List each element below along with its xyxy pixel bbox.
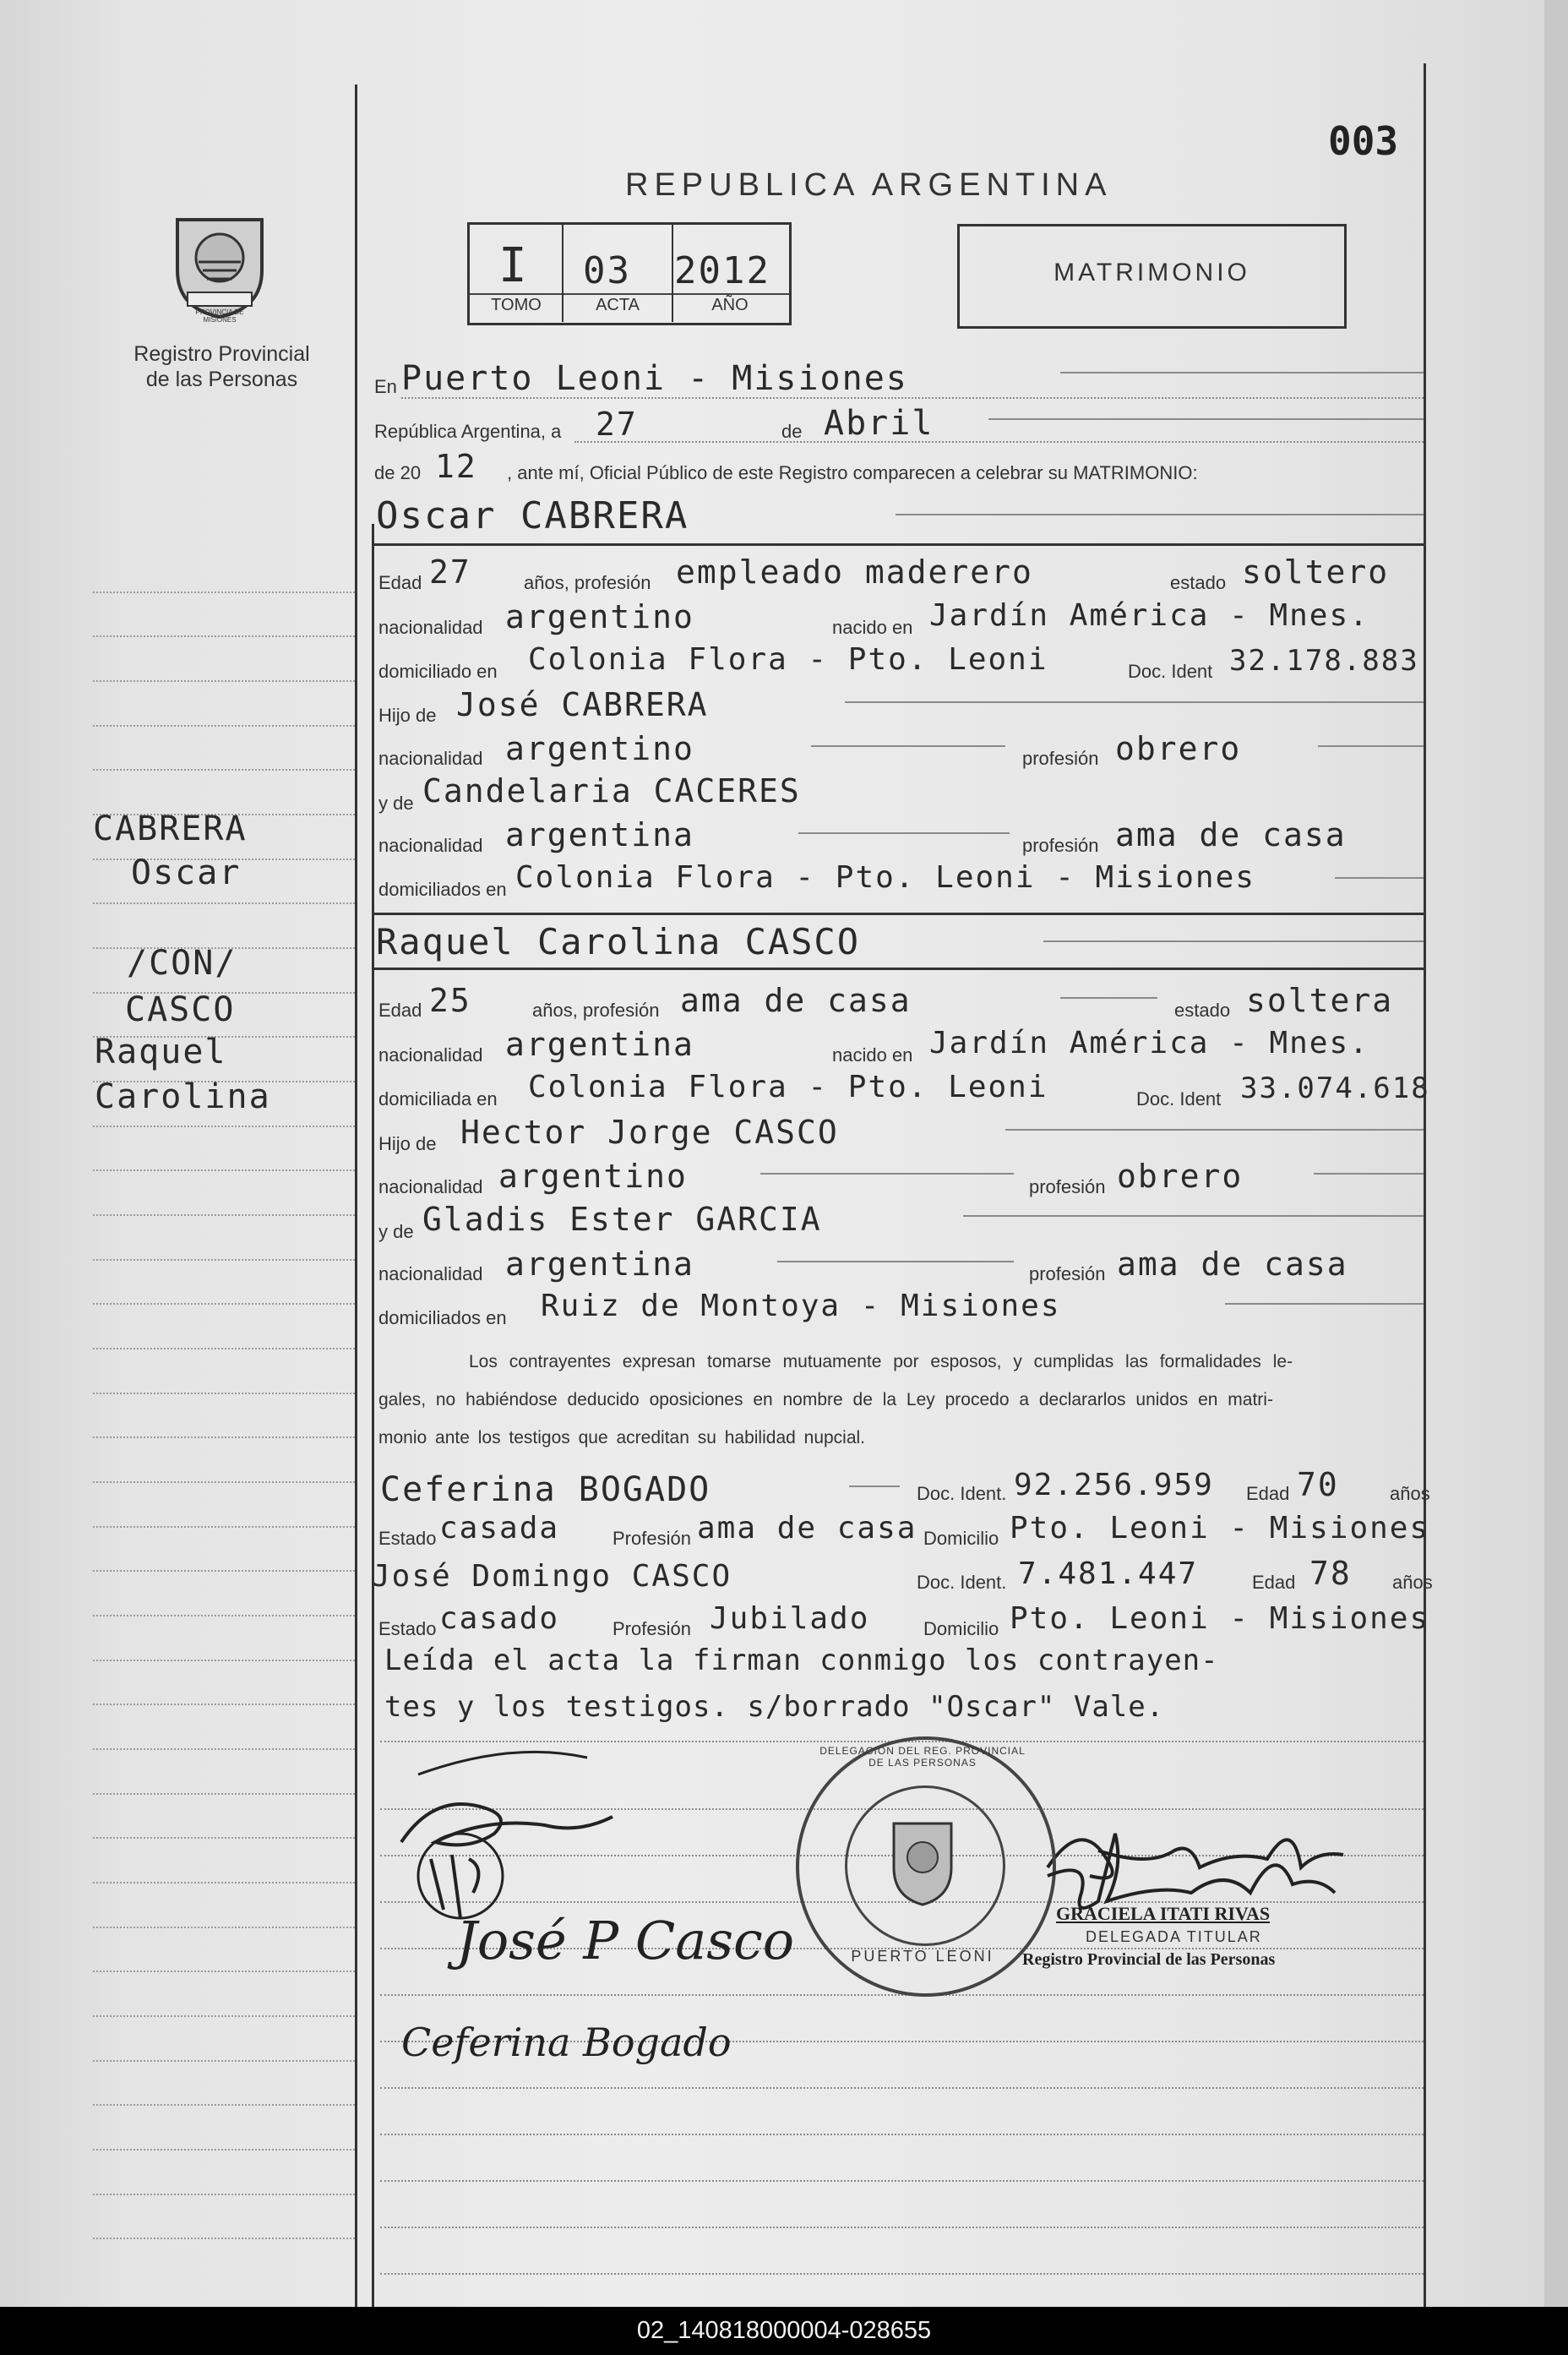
groom-yde-label: y de (378, 793, 414, 814)
bride-nacido-label: nacido en (832, 1044, 913, 1066)
fill-line (380, 2227, 1424, 2228)
margin-line (93, 1169, 355, 1171)
margin-line (93, 2015, 355, 2017)
margin-note-line: CASCO (125, 990, 236, 1029)
margin-line (93, 635, 355, 637)
bride-m-nac-label: nacionalidad (378, 1263, 483, 1284)
ano-label: AÑO (711, 296, 749, 314)
bride-doc: 33.074.618 (1240, 1071, 1430, 1105)
margin-line (93, 2104, 355, 2106)
bride-father: Hector Jorge CASCO (460, 1114, 839, 1151)
bride-doms-label: domiciliados en (378, 1307, 507, 1328)
declaration-line-3: monio ante los testigos que acreditan su habilidad nupcial. (378, 1428, 866, 1447)
groom-father-nationality: argentino (505, 730, 694, 767)
fill-line (1318, 745, 1424, 747)
margin-line (93, 1748, 355, 1750)
closing-line-2: tes y los testigos. s/borrado "Oscar" Vale. (384, 1690, 1165, 1724)
groom-dom-label: domiciliado en (378, 661, 498, 682)
section-divider (372, 913, 1426, 915)
witness2-age: 78 (1309, 1555, 1352, 1592)
margin-line (93, 1660, 355, 1661)
de-label: de (781, 421, 803, 442)
groom-mother-profession: ama de casa (1115, 816, 1347, 853)
margin-line (93, 1570, 355, 1572)
witness2-profession: Jubilado (710, 1601, 870, 1636)
witness1-doc-label: Doc. Ident. (917, 1483, 1007, 1504)
fill-line (988, 418, 1424, 420)
groom-estado: soltero (1242, 553, 1390, 591)
bride-f-prof-label: profesión (1029, 1176, 1106, 1197)
groom-profession: empleado maderero (676, 553, 1033, 591)
groom-nationality: argentino (505, 598, 694, 635)
fill-line (574, 441, 1424, 443)
witness2-name: José Domingo CASCO (372, 1559, 732, 1594)
groom-name: Oscar CABRERA (376, 494, 689, 537)
bride-anos-prof-label: años, profesión (532, 1000, 660, 1021)
witness1-name: Ceferina BOGADO (380, 1470, 711, 1509)
bride-address: Colonia Flora - Pto. Leoni (528, 1070, 1048, 1104)
groom-doc-label: Doc. Ident (1128, 661, 1213, 682)
groom-mother-nationality: argentina (505, 816, 694, 853)
margin-line (93, 1971, 355, 1972)
fill-line (401, 397, 1424, 399)
groom-signature (384, 1741, 638, 1927)
margin-line (93, 1481, 355, 1483)
fill-line (1335, 877, 1424, 879)
groom-father-profession: obrero (1115, 730, 1242, 767)
witness1-estado-label: Estado (378, 1528, 437, 1549)
fill-line (849, 1486, 900, 1487)
stamp-emblem-icon (887, 1817, 958, 1910)
fill-line (798, 832, 1010, 834)
bride-birthplace: Jardín América - Mnes. (929, 1026, 1369, 1060)
tomo-label: TOMO (491, 296, 542, 314)
groom-parents-address: Colonia Flora - Pto. Leoni - Misiones (515, 860, 1255, 895)
margin-line (93, 1303, 355, 1305)
en-label: En (374, 376, 397, 397)
bride-estado: soltera (1246, 982, 1394, 1019)
year-prefix: de 20 (374, 462, 422, 483)
section-divider (372, 968, 1426, 970)
bride-doc-label: Doc. Ident (1136, 1088, 1222, 1109)
margin-line (93, 1126, 355, 1127)
stamp-text: DELEGACION DEL REG. PROVINCIAL DE LAS PERSONAS (819, 1745, 1026, 1769)
section-divider (372, 543, 1426, 546)
margin-line (93, 2060, 355, 2062)
fill-line (845, 701, 1424, 703)
bride-age: 25 (429, 982, 471, 1019)
agency-name-1: Registro Provincial (133, 342, 310, 366)
margin-line (93, 1882, 355, 1883)
witness2-signature: José P Casco (456, 1910, 795, 1971)
fill-line (1225, 1303, 1424, 1305)
groom-f-nac-label: nacionalidad (378, 748, 483, 769)
fill-line (963, 1215, 1424, 1217)
groom-m-nac-label: nacionalidad (378, 835, 483, 856)
bride-mother: Gladis Ester GARCIA (422, 1201, 822, 1238)
agency-seal-text: PROVINCIA DE MISIONES (195, 308, 244, 324)
groom-nacido-label: nacido en (832, 617, 913, 638)
margin-line (93, 2194, 355, 2195)
bride-edad-label: Edad (378, 1000, 422, 1021)
margin-line (93, 1927, 355, 1928)
witness2-estado: casado (439, 1601, 560, 1636)
margin-line (93, 1704, 355, 1705)
margin-line (93, 680, 355, 682)
agency-name-2: de las Personas (145, 368, 298, 391)
witness2-anos-label: años (1392, 1572, 1433, 1593)
margin-line (93, 2149, 355, 2151)
margin-note-line: Oscar (131, 853, 242, 892)
bride-m-prof-label: profesión (1029, 1263, 1106, 1284)
groom-anos-prof-label: años, profesión (524, 572, 651, 593)
witness1-prof-label: Profesión (612, 1528, 691, 1549)
declaration-line-1: Los contrayentes expresan tomarse mutuamente por esposos, y cumplidas las formalidades le- (469, 1352, 1293, 1371)
bride-nationality: argentina (505, 1026, 694, 1063)
witness1-age: 70 (1297, 1466, 1339, 1503)
record-type: MATRIMONIO (1054, 259, 1250, 286)
fill-line (777, 1261, 1014, 1262)
witness1-anos-label: años (1390, 1483, 1430, 1504)
margin-line (93, 902, 355, 904)
republica-label: República Argentina, a (374, 421, 562, 442)
fill-line (380, 2087, 1424, 2089)
groom-mother: Candelaria CACERES (422, 772, 801, 810)
margin-line (93, 1348, 355, 1349)
register-divider (470, 293, 789, 295)
acta-label: ACTA (596, 296, 640, 314)
groom-f-prof-label: profesión (1022, 748, 1099, 769)
witness1-doc: 92.256.959 (1014, 1468, 1214, 1502)
fill-line (1060, 372, 1424, 373)
witness2-prof-label: Profesión (612, 1618, 691, 1639)
witness2-dom-label: Domicilio (923, 1618, 999, 1639)
fill-line (380, 2134, 1424, 2135)
ceremony-place: Puerto Leoni - Misiones (401, 359, 908, 398)
fill-line (760, 1173, 1014, 1175)
margin-line (93, 1259, 355, 1261)
margin-note-line: Carolina (95, 1077, 271, 1116)
witness2-doc-label: Doc. Ident. (917, 1572, 1007, 1593)
groom-age: 27 (429, 553, 471, 591)
fill-line (1314, 1173, 1424, 1175)
margin-line (93, 1793, 355, 1795)
fill-line (811, 745, 1005, 747)
witness2-address: Pto. Leoni - Misiones (1010, 1601, 1430, 1636)
margin-line (93, 1393, 355, 1394)
witness1-dom-label: Domicilio (923, 1528, 999, 1549)
fill-line (380, 2180, 1424, 2182)
official-title: DELEGADA TITULAR (1086, 1928, 1262, 1945)
page-number: 003 (1328, 118, 1399, 164)
witness2-estado-label: Estado (378, 1618, 437, 1639)
fill-line (1060, 997, 1157, 999)
day: 27 (596, 406, 638, 443)
groom-m-prof-label: profesión (1022, 835, 1099, 856)
bride-yde-label: y de (378, 1221, 414, 1242)
margin-line (93, 769, 355, 771)
fill-line (1005, 1129, 1424, 1131)
closing-line-1: Leída el acta la firman conmigo los contrayen- (384, 1644, 1219, 1677)
groom-hijo-label: Hijo de (378, 705, 437, 726)
bride-estado-label: estado (1174, 1000, 1231, 1021)
scan-id-footer: 02_140818000004-028655 (0, 2307, 1568, 2355)
margin-line (93, 1615, 355, 1616)
bride-mother-nationality: argentina (505, 1246, 694, 1283)
groom-nac-label: nacionalidad (378, 617, 483, 638)
groom-doc: 32.178.883 (1229, 644, 1419, 678)
fill-line (1043, 940, 1424, 942)
margin-line (93, 1837, 355, 1839)
ano-value: 2012 (674, 249, 770, 292)
witness2-edad-label: Edad (1252, 1572, 1296, 1593)
witness1-signature: Ceferina Bogado (401, 2020, 732, 2065)
witness1-address: Pto. Leoni - Misiones (1010, 1511, 1430, 1545)
margin-note-line: /CON/ (127, 944, 237, 983)
groom-estado-label: estado (1170, 572, 1227, 593)
margin-line (93, 591, 355, 593)
bride-profession: ama de casa (680, 982, 912, 1019)
country-heading: REPUBLICA ARGENTINA (625, 167, 1113, 203)
left-margin-rule (355, 84, 357, 2307)
body-right-rule (1424, 63, 1426, 2307)
witness1-edad-label: Edad (1246, 1483, 1290, 1504)
margin-line (93, 2238, 355, 2239)
witness1-profession: ama de casa (697, 1511, 917, 1545)
bride-name: Raquel Carolina CASCO (376, 921, 861, 962)
official-name: GRACIELA ITATI RIVAS (1056, 1903, 1271, 1924)
witness2-doc: 7.481.447 (1018, 1556, 1199, 1591)
bride-dom-label: domiciliada en (378, 1088, 498, 1109)
margin-line (93, 1436, 355, 1438)
bride-nac-label: nacionalidad (378, 1044, 483, 1066)
year-suffix: 12 (435, 448, 477, 485)
margin-line (93, 1214, 355, 1216)
intro-text: , ante mí, Oficial Público de este Registro comparecen a celebrar su MATRIMONIO: (507, 462, 1198, 483)
bride-mother-profession: ama de casa (1117, 1246, 1348, 1283)
groom-doms-label: domiciliados en (378, 879, 507, 900)
page-edge (1544, 0, 1568, 2307)
misiones-coat-of-arms-icon (169, 211, 270, 321)
tomo-value: I (498, 238, 529, 293)
fill-line (896, 514, 1424, 515)
groom-father: José CABRERA (456, 686, 709, 723)
bride-father-nationality: argentino (498, 1158, 688, 1195)
body-left-rule (372, 524, 374, 2307)
witness1-estado: casada (439, 1511, 560, 1545)
month: Abril (824, 404, 934, 443)
margin-line (93, 1526, 355, 1528)
bride-hijo-label: Hijo de (378, 1133, 437, 1154)
groom-birthplace: Jardín América - Mnes. (929, 598, 1369, 633)
official-signature (1039, 1808, 1343, 1918)
fill-line (380, 2273, 1424, 2275)
margin-line (93, 725, 355, 727)
declaration-line-2: gales, no habiéndose deducido oposiciones en nombre de la Ley procedo a declararlos unidos en matri- (378, 1390, 1273, 1409)
official-agency: Registro Provincial de las Personas (1022, 1950, 1276, 1969)
margin-note-line: Raquel (95, 1033, 227, 1071)
groom-edad-label: Edad (378, 572, 422, 593)
bride-parents-address: Ruiz de Montoya - Misiones (541, 1289, 1061, 1323)
margin-note-line: CABRERA (93, 810, 248, 848)
stamp-city: PUERTO LEONI (851, 1948, 994, 1965)
acta-value: 03 (583, 249, 631, 292)
bride-father-profession: obrero (1117, 1158, 1244, 1195)
bride-f-nac-label: nacionalidad (378, 1176, 483, 1197)
groom-address: Colonia Flora - Pto. Leoni (528, 642, 1048, 677)
